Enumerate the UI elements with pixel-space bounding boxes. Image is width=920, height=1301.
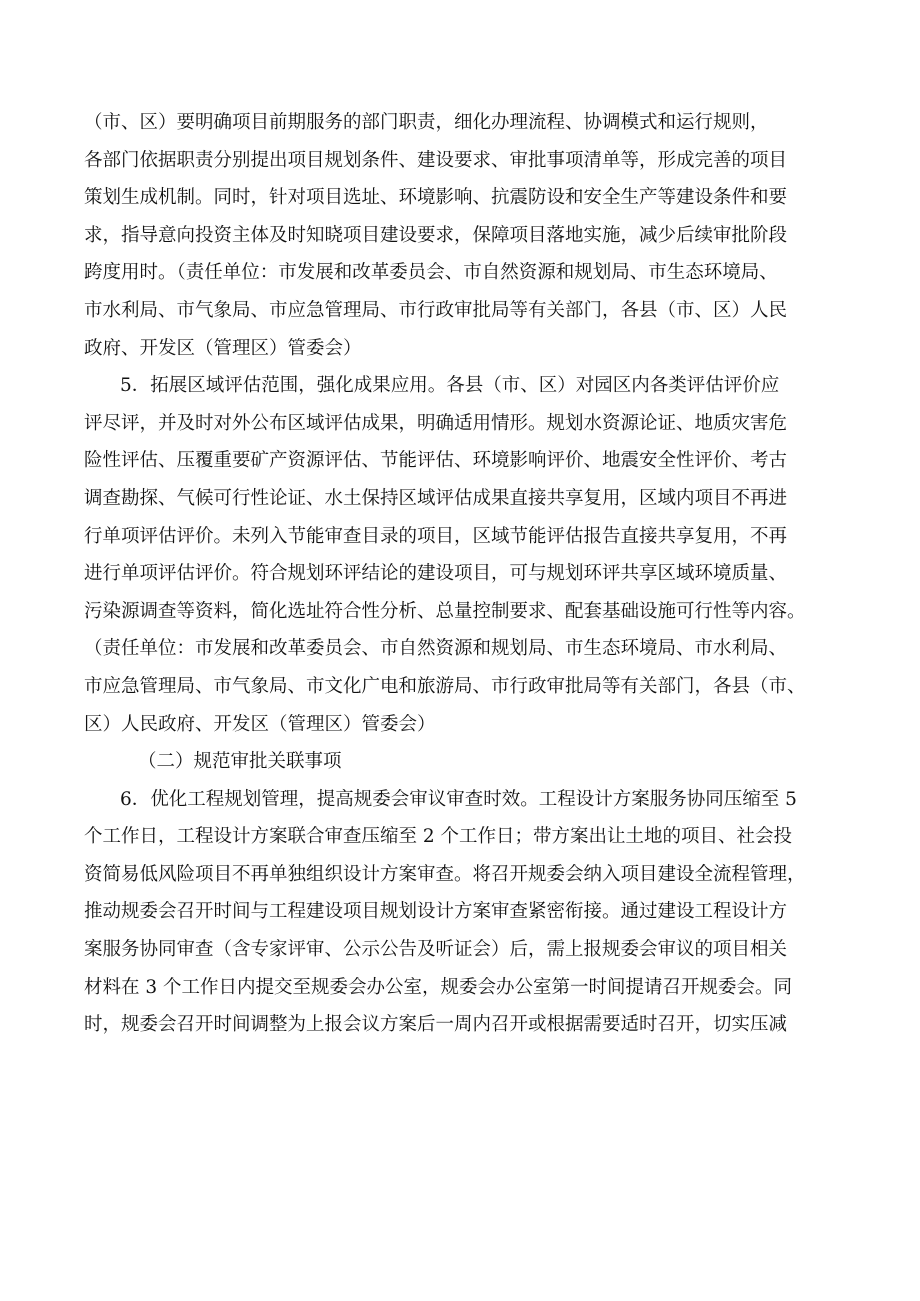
text-line: 险性评估、压覆重要矿产资源评估、节能评估、环境影响评价、地震安全性评价、考古	[84, 450, 788, 472]
text-line: 市水利局、市气象局、市应急管理局、市行政审批局等有关部门，各县（市、区）人民	[84, 299, 788, 321]
text-line: 进行单项评估评价。符合规划环评结论的建设项目，可与规划环评共享区域环境质量、	[84, 563, 788, 585]
text-line: 行单项评估评价。未列入节能审查目录的项目，区域节能评估报告直接共享复用，不再	[84, 525, 788, 547]
paragraph-5-first-line: 5．拓展区域评估范围，强化成果应用。各县（市、区）对园区内各类评估评价应	[120, 375, 780, 397]
text-line: 跨度用时。（责任单位：市发展和改革委员会、市自然资源和规划局、市生态环境局、	[84, 262, 778, 284]
text-line: 政府、开发区（管理区）管委会）	[84, 337, 362, 359]
text-line: 时，规委会召开时间调整为上报会议方案后一周内召开或根据需要适时召开，切实压减	[84, 1014, 788, 1036]
document-body	[84, 104, 864, 1044]
text-line: 各部门依据职责分别提出项目规划条件、建设要求、审批事项清单等，形成完善的项目	[84, 149, 788, 171]
text-line: 个工作日，工程设计方案联合审查压缩至 2 个工作日；带方案出让土地的项目、社会投	[84, 826, 793, 848]
text-line: 材料在 3 个工作日内提交至规委会办公室，规委会办公室第一时间提请召开规委会。同	[84, 976, 793, 998]
text-line: 求，指导意向投资主体及时知晓项目建设要求，保障项目落地实施，减少后续审批阶段	[84, 224, 788, 246]
text-line: 污染源调查等资料，简化选址符合性分析、总量控制要求、配套基础设施可行性等内容。	[84, 600, 806, 622]
text-line: 市应急管理局、市气象局、市文化广电和旅游局、市行政审批局等有关部门，各县（市、	[84, 675, 806, 697]
text-line: 资简易低风险项目不再单独组织设计方案审查。将召开规委会纳入项目建设全流程管理，	[84, 863, 806, 885]
text-line: （责任单位：市发展和改革委员会、市自然资源和规划局、市生态环境局、市水利局、	[84, 638, 788, 660]
text-line: 案服务协同审查（含专家评审、公示公告及听证会）后，需上报规委会审议的项目相关	[84, 939, 788, 961]
paragraph-6-first-line: 6．优化工程规划管理，提高规委会审议审查时效。工程设计方案服务协同压缩至 5	[120, 788, 797, 810]
text-line: 调查勘探、气候可行性论证、水土保持区域评估成果直接共享复用，区域内项目不再进	[84, 487, 788, 509]
text-line: （市、区）要明确项目前期服务的部门职责，细化办理流程、协调模式和运行规则，	[84, 112, 769, 133]
section-heading: （二）规范审批关联事项	[138, 751, 342, 773]
text-line: 区）人民政府、开发区（管理区）管委会）	[84, 713, 436, 735]
text-line: 推动规委会召开时间与工程建设项目规划设计方案审查紧密衔接。通过建设工程设计方	[84, 901, 788, 923]
text-line: 策划生成机制。同时，针对项目选址、环境影响、抗震防设和安全生产等建设条件和要	[84, 187, 788, 209]
text-line: 评尽评，并及时对外公布区域评估成果，明确适用情形。规划水资源论证、地质灾害危	[84, 412, 788, 434]
